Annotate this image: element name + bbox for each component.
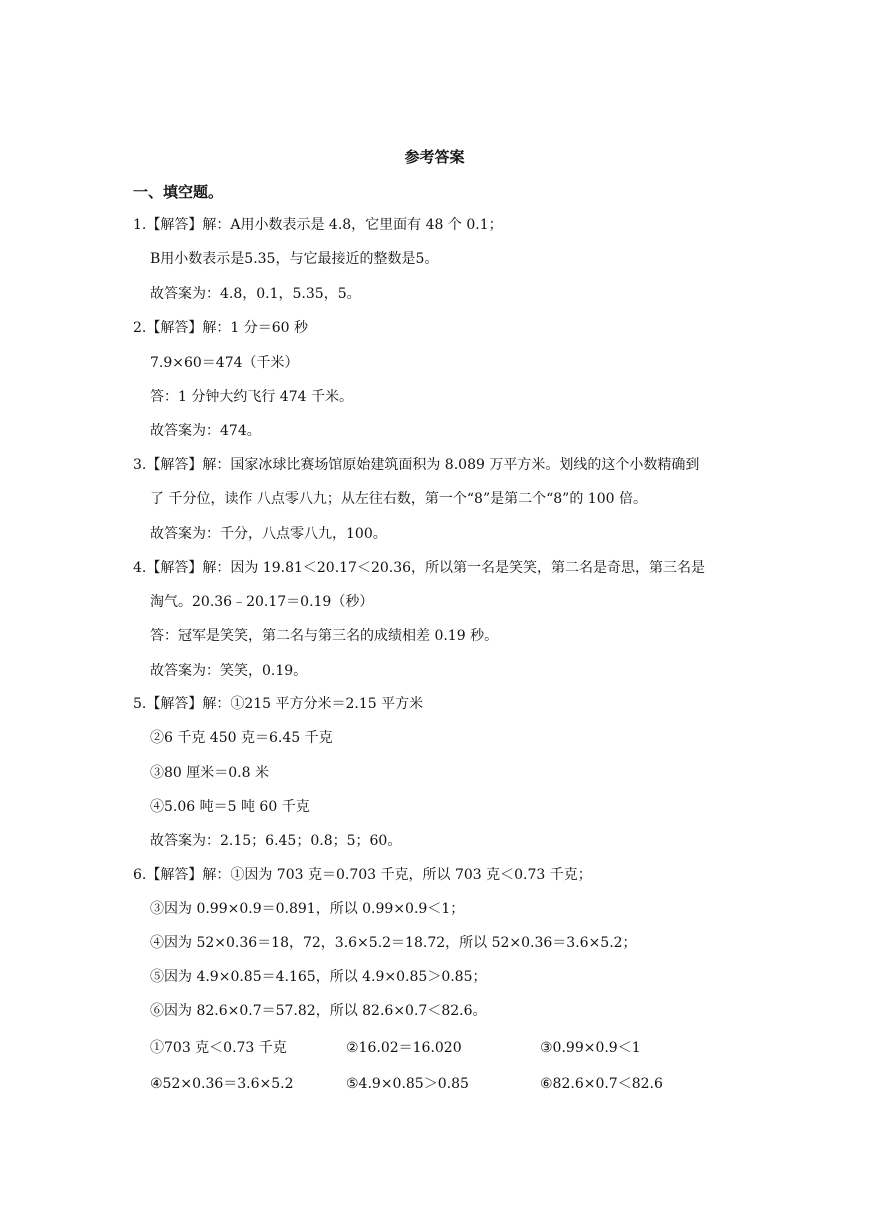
q5-line-3: ③80 厘米＝0.8 米 <box>150 765 269 781</box>
q5-line-1: 5.【解答】解：①215 平方分米＝2.15 平方米 <box>133 696 424 712</box>
q2-line-2: 7.9×60＝474（千米） <box>150 355 299 371</box>
q3-line-2: 了 千分位，读作 八点零八九；从左往右数，第一个“8”是第二个“8”的 100 倍。 <box>150 491 647 507</box>
q6-result-6: ⑥82.6×0.7＜82.6 <box>540 1076 663 1092</box>
page-title: 参考答案 <box>404 148 465 166</box>
q6-result-4: ④52×0.36＝3.6×5.2 <box>150 1076 294 1092</box>
q5-line-5: 故答案为：2.15；6.45；0.8；5；60。 <box>150 833 402 849</box>
q2-line-4: 故答案为：474。 <box>150 423 261 439</box>
q6-line-2: ③因为 0.99×0.9＝0.891，所以 0.99×0.9＜1； <box>150 901 465 917</box>
q6-result-3: ③0.99×0.9＜1 <box>540 1040 641 1056</box>
q4-line-4: 故答案为：笑笑，0.19。 <box>150 663 308 679</box>
q6-line-1: 6.【解答】解：①因为 703 克＝0.703 千克，所以 703 克＜0.73 千克； <box>133 867 592 883</box>
q4-line-1: 4.【解答】解：因为 19.81＜20.17＜20.36，所以第一名是笑笑，第二名是奇思，第三名是 <box>133 560 706 576</box>
q5-line-4: ④5.06 吨＝5 吨 60 千克 <box>150 799 310 815</box>
q6-result-1: ①703 克＜0.73 千克 <box>150 1040 287 1056</box>
section-heading: 一、填空题。 <box>133 183 224 201</box>
q6-result-2: ②16.02＝16.020 <box>346 1040 462 1056</box>
q3-line-3: 故答案为：千分，八点零八九，100。 <box>150 526 387 542</box>
q2-line-1: 2.【解答】解：1 分＝60 秒 <box>133 320 308 336</box>
q6-line-4: ⑤因为 4.9×0.85＝4.165，所以 4.9×0.85＞0.85； <box>150 969 487 985</box>
q1-line-3: 故答案为：4.8，0.1，5.35，5。 <box>150 286 361 302</box>
q2-line-3: 答：1 分钟大约飞行 474 千米。 <box>150 389 353 405</box>
q5-line-2: ②6 千克 450 克＝6.45 千克 <box>150 730 333 746</box>
q6-line-3: ④因为 52×0.36＝18，72，3.6×5.2＝18.72，所以 52×0.36＝3.6×5.2； <box>150 935 637 951</box>
q4-line-3: 答：冠军是笑笑，第二名与第三名的成绩相差 0.19 秒。 <box>150 628 499 644</box>
q1-line-2: B用小数表示是5.35，与它最接近的整数是5。 <box>150 251 439 267</box>
q4-line-2: 淘气。20.36﹣20.17＝0.19（秒） <box>150 594 374 610</box>
q6-line-5: ⑥因为 82.6×0.7＝57.82，所以 82.6×0.7＜82.6。 <box>150 1003 487 1019</box>
q6-result-5: ⑤4.9×0.85＞0.85 <box>346 1076 469 1092</box>
q1-line-1: 1.【解答】解：A用小数表示是 4.8，它里面有 48 个 0.1； <box>133 217 503 233</box>
q3-line-1: 3.【解答】解：国家冰球比赛场馆原始建筑面积为 8.089 万平方米。划线的这个小数精确到 <box>133 457 700 473</box>
